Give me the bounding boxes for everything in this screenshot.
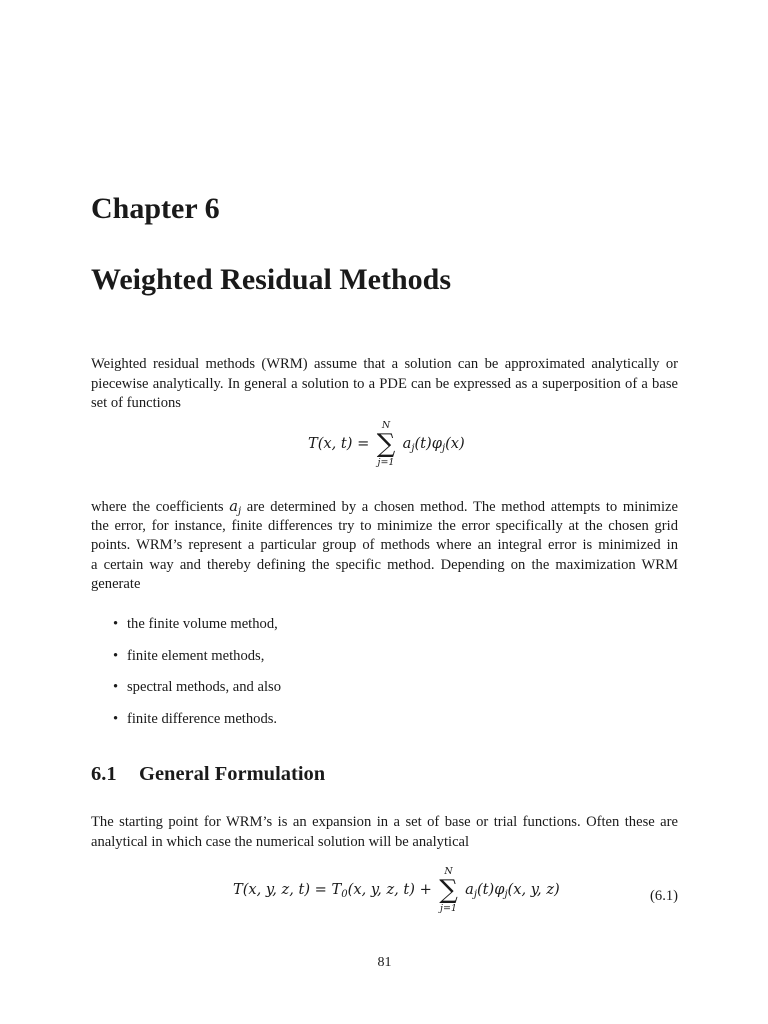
formulation-line: The starting point for WRM’s is an expansion in a set of base or trial functions. Often these are <box>91 814 678 830</box>
method-line: a certain way and thereby defining the specific method. Depending on the maximization WRM <box>91 556 678 573</box>
method-line: where the coefficients $a_j$ are determined by a chosen method. The method attempts to minimize <box>91 498 678 517</box>
method-paragraph <box>91 497 678 595</box>
intro-line: piecewise analytically. In general a solution to a PDE can be expressed as a superposition of a base <box>91 375 678 392</box>
intro-paragraph <box>91 355 678 414</box>
method-line: the error, for instance, finite differences try to minimize the error specifically at the chosen grid <box>91 517 678 534</box>
section-number: 6.1 <box>91 763 117 785</box>
method-line: points. WRM’s represent a particular group of methods where an integral error is minimized in <box>91 537 678 553</box>
bullet-icon: • <box>113 616 119 632</box>
list-item: • finite difference methods. <box>113 710 281 742</box>
equation-lhs: T(x, t) = <box>308 435 370 452</box>
page-number: 81 <box>377 955 392 970</box>
bullet-icon: • <box>113 710 119 727</box>
equation-rhs: $a_j(t)\varphi_j(x$, y, z) <box>465 881 560 900</box>
methods-list <box>113 615 281 741</box>
intro-line: set of functions <box>91 395 181 411</box>
list-item: • finite element methods, <box>113 647 281 679</box>
section-title: General Formulation <box>139 763 326 785</box>
formulation-paragraph <box>91 813 678 852</box>
equation-lhs: T(x, y, z, $t) = T_0(x$, y, z, t) + <box>233 881 432 900</box>
sum-upper-limit: N <box>381 420 391 431</box>
equation-expansion <box>233 866 560 914</box>
bullet-icon: • <box>113 679 119 695</box>
list-item: • spectral methods, and also <box>113 678 281 710</box>
equation-number: (6.1) <box>650 888 678 904</box>
equation-rhs: $a_j(t)\varphi_j(x)$ <box>402 435 465 454</box>
section-heading <box>91 763 325 786</box>
summation <box>437 866 461 914</box>
method-line: generate <box>91 576 141 592</box>
sigma-symbol: ∑ <box>376 429 396 459</box>
bullet-icon: • <box>113 647 119 664</box>
chapter-title: Weighted Residual Methods <box>91 263 452 296</box>
equation-superposition <box>308 420 465 468</box>
sum-upper-limit: N <box>444 866 453 877</box>
intro-line: Weighted residual methods (WRM) assume that a solution can be approximated analytically or <box>91 356 678 372</box>
sum-lower-limit: j=1 <box>377 457 395 468</box>
list-item: • the finite volume method, <box>113 615 281 647</box>
sigma-symbol: ∑ <box>439 875 458 905</box>
formulation-line: analytical in which case the numerical solution will be analytical <box>91 833 470 850</box>
summation <box>374 420 398 468</box>
page <box>91 0 678 1024</box>
chapter-label: Chapter 6 <box>91 192 220 225</box>
sum-lower-limit: j=1 <box>440 903 457 914</box>
